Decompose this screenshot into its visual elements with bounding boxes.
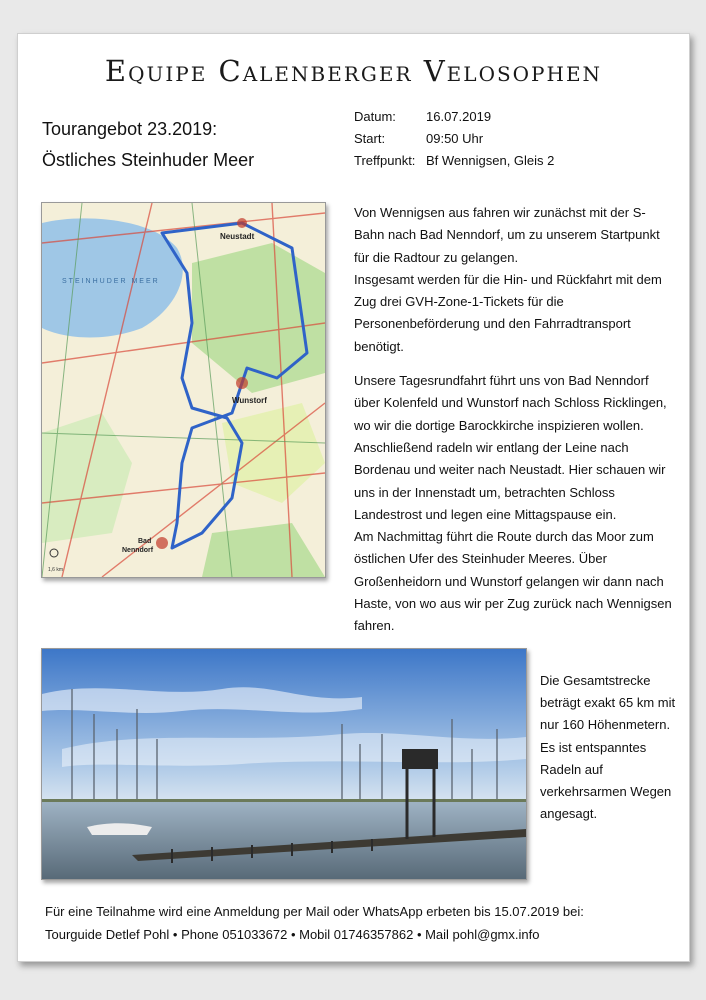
meta-date [354,106,554,128]
meta-meeting-value: Bf Wennigsen, Gleis 2 [426,153,555,168]
route-map [41,202,326,578]
town-marker-bad-nenndorf [156,537,168,549]
map-scale: 1,6 km [48,567,64,573]
meta-meeting-point [354,150,554,172]
registration-note: Für eine Teilnahme wird eine Anmeldung per Mail oder WhatsApp erbeten bis 15.07.2019 bei: [45,904,584,919]
photo-shoreline [42,799,526,802]
registration-footer [45,901,584,946]
route-map-graphic [42,203,325,577]
meta-start-label: Start: [354,131,386,146]
description-intro: Von Wennigsen aus fahren wir zunächst mit der S-Bahn nach Bad Nenndorf, um zu unserem Startpunkt für die Radtour zu gelangen. [354,205,660,265]
photo-sign [402,749,438,769]
harbour-photo [41,648,527,880]
description-paragraph [354,370,676,638]
meta-start-value: 09:50 Uhr [426,131,484,146]
tour-meta [354,106,554,172]
town-label-bad: Bad [138,538,152,545]
club-title: Equipe Calenberger Velosophen [104,54,603,88]
town-marker-neustadt [237,218,247,228]
tour-name: Östliches Steinhuder Meer [42,150,255,170]
meta-date-value: 16.07.2019 [426,109,492,124]
description-route: Unsere Tagesrundfahrt führt uns von Bad Nenndorf über Kolenfeld und Wunstorf nach Schloss Ricklingen, wo wir die dortige Barockkirche inspizieren wollen. Anschließend radeln wir entlang der Leine nach Bordenau und weiter nach Neustadt. Hier schauen wir uns in der Innenstadt um, betrachten Schloss Landestrost und legen eine Mittagspause ein. [354,373,667,522]
lake-label: STEINHUDER MEER [62,278,160,285]
town-label-wunstorf: Wunstorf [232,396,267,405]
description-afternoon: Am Nachmittag führt die Route durch das Moor zum östlichen Ufer des Steinhuder Meeres. Über Großenheidorn und Wunstorf gelangen wir dann nach Haste, von wo aus wir per Zug zurück nach Wennigsen fahren. [354,529,672,634]
meta-date-label: Datum: [354,109,396,124]
meta-start [354,128,554,150]
tour-stats: Die Gesamtstrecke beträgt exakt 65 km mit nur 160 Höhenmetern. Es ist entspanntes Radeln auf verkehrsarmen Wegen angesagt. [540,673,676,822]
photo-sky [42,649,526,809]
meta-meeting-label: Treffpunkt: [354,153,416,168]
description-paragraph [354,202,676,358]
town-label-nenndorf: Nenndorf [122,547,154,554]
description-tickets: Insgesamt werden für die Hin- und Rückfahrt mit dem Zug drei GVH-Zone-1-Tickets für die Personenbeförderung und den Fahrradtransport benötigt. [354,271,662,354]
town-marker-wunstorf [236,377,248,389]
flyer-page [17,33,690,962]
town-label-neustadt: Neustadt [220,232,255,241]
tour-description [354,202,676,650]
tour-heading [42,114,254,176]
harbour-photo-graphic [42,649,526,879]
tour-number: Tourangebot 23.2019: [42,119,218,139]
contact-line: Tourguide Detlef Pohl • Phone 051033672 • Mobil 01746357862 • Mail pohl@gmx.info [45,926,540,942]
